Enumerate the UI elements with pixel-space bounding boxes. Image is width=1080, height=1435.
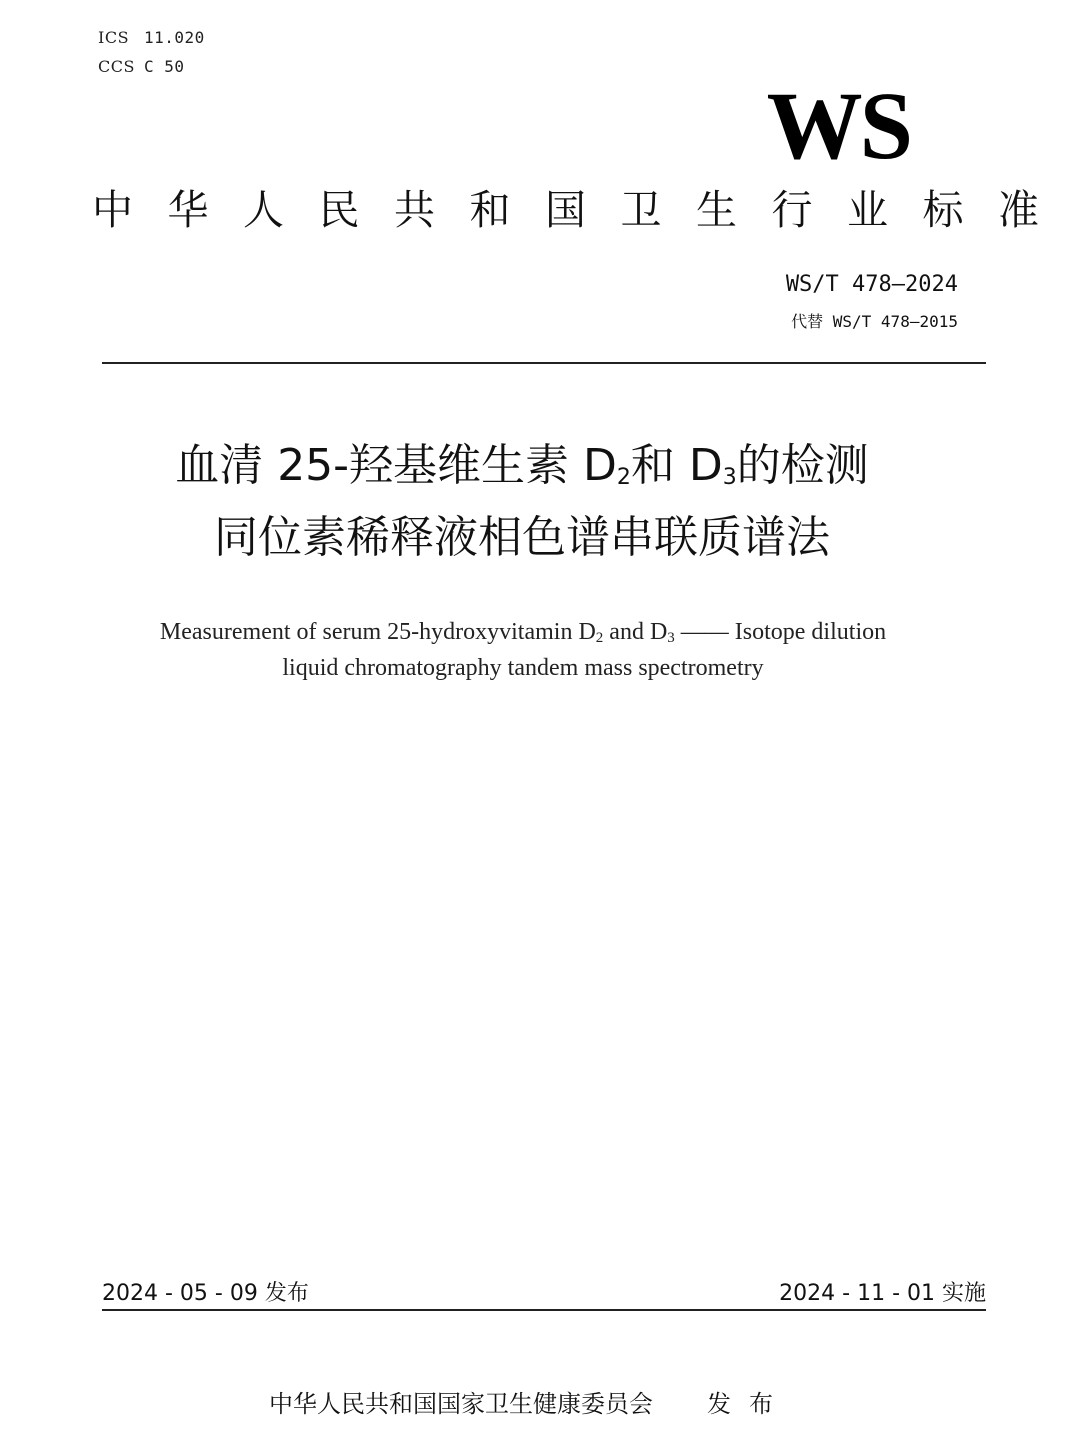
ccs-code: C 50 xyxy=(144,57,185,76)
standard-type-heading: 中华人民共和国卫生行业标准 xyxy=(92,186,1074,234)
chinese-title-part: 血清 25-羟基维生素 D xyxy=(175,440,617,491)
top-divider xyxy=(102,362,986,364)
chinese-title-part: 的检测 xyxy=(736,440,869,491)
issue-date: 2024 - 05 - 09 发布 xyxy=(102,1281,309,1306)
standard-number: WS/T 478—2024 xyxy=(785,272,958,297)
chinese-title-line-1 xyxy=(0,440,1044,493)
english-title-line-1 xyxy=(0,618,1046,647)
publisher-action: 发布 xyxy=(707,1390,791,1418)
implementation-date: 2024 - 11 - 01 实施 xyxy=(779,1281,986,1306)
chinese-title-line-2: 同位素稀释液相色谱串联质谱法 xyxy=(214,512,830,563)
replaces-standard: 代替 WS/T 478—2015 xyxy=(791,312,958,331)
english-title-subscript: 3 xyxy=(667,630,675,646)
ics-classification xyxy=(98,28,205,47)
chinese-title-subscript: 3 xyxy=(722,465,737,490)
ics-code: 11.020 xyxy=(144,28,205,47)
chinese-title-subscript: 2 xyxy=(616,465,631,490)
ics-label: ICS xyxy=(98,28,130,47)
english-title-part: and D xyxy=(603,619,668,645)
english-title-part: —— Isotope dilution xyxy=(674,619,887,645)
bottom-divider xyxy=(102,1309,986,1311)
ccs-classification xyxy=(98,57,185,76)
publisher-line xyxy=(0,1384,1060,1419)
english-title-part: Measurement of serum 25-hydroxyvitamin D xyxy=(159,619,596,645)
chinese-title-part: 和 D xyxy=(630,440,723,491)
english-title-subscript: 2 xyxy=(595,630,604,646)
english-title-line-2: liquid chromatography tandem mass spectrometry xyxy=(282,655,764,681)
publisher-name: 中华人民共和国国家卫生健康委员会 xyxy=(269,1390,653,1418)
ccs-label: CCS xyxy=(98,57,135,76)
ws-logo: WS xyxy=(766,72,910,179)
